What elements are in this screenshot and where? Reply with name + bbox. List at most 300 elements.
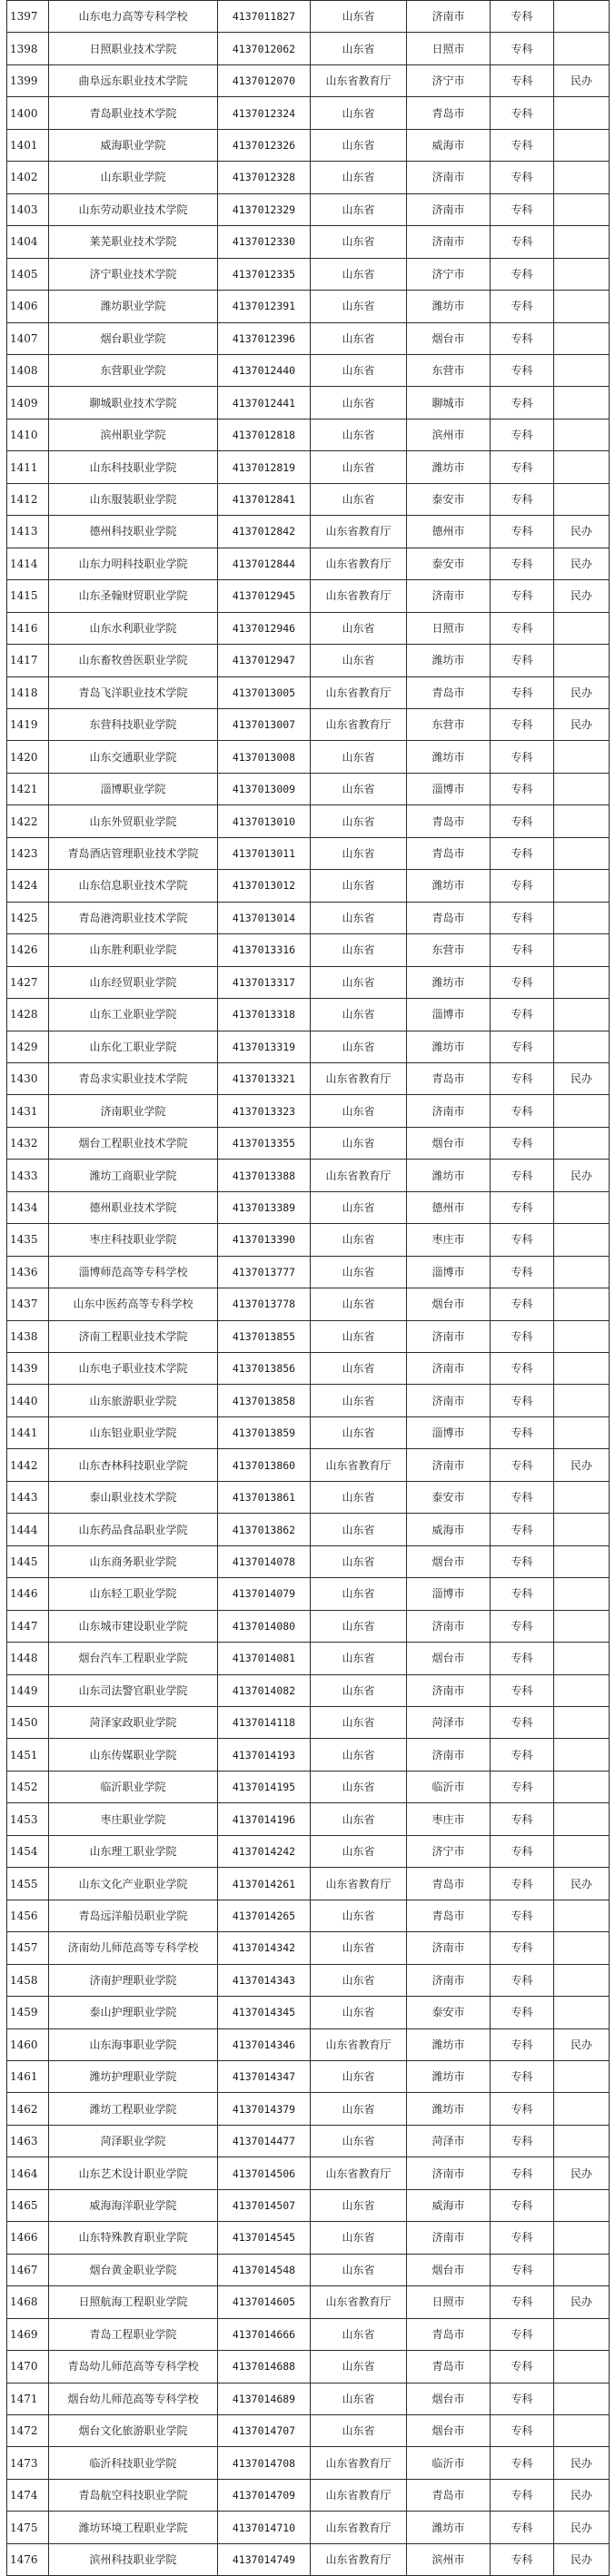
institution-name-cell: 山东司法警官职业学院 [49,1674,218,1706]
authority-cell: 山东省教育厅 [311,2157,407,2189]
institution-code-cell: 4137012330 [218,226,311,258]
level-cell: 专科 [491,837,554,869]
note-cell [554,129,610,161]
level-cell: 专科 [491,1964,554,1996]
institution-name-cell: 泰山护理职业学院 [49,1997,218,2028]
level-cell: 专科 [491,2254,554,2285]
institution-name-cell: 山东畜牧兽医职业学院 [49,645,218,676]
authority-cell: 山东省 [311,645,407,676]
city-cell: 济南市 [407,1320,491,1352]
serial-number-cell: 1467 [7,2254,49,2285]
authority-cell: 山东省 [311,1997,407,2028]
city-cell: 青岛市 [407,1868,491,1900]
serial-number-cell: 1450 [7,1707,49,1739]
level-cell: 专科 [491,193,554,225]
table-row [7,773,610,804]
table-row [7,1868,610,1900]
authority-cell: 山东省 [311,2383,407,2414]
table-row [7,129,610,161]
institution-code-cell: 4137014343 [218,1964,311,1996]
table-row [7,1932,610,1964]
note-cell [554,1643,610,1674]
note-cell [554,870,610,902]
institution-code-cell: 4137014666 [218,2318,311,2350]
institution-code-cell: 4137014195 [218,1771,311,1802]
level-cell: 专科 [491,1416,554,1448]
note-cell [554,419,610,450]
institution-name-cell: 济南护理职业学院 [49,1964,218,1996]
institution-code-cell: 4137014707 [218,2414,311,2446]
institution-code-cell: 4137012391 [218,291,311,322]
table-row [7,1643,610,1674]
level-cell: 专科 [491,1545,554,1577]
city-cell: 济宁市 [407,64,491,96]
serial-number-cell: 1451 [7,1739,49,1771]
serial-number-cell: 1454 [7,1835,49,1867]
institution-name-cell: 威海海洋职业学院 [49,2189,218,2221]
city-cell: 烟台市 [407,1545,491,1577]
authority-cell: 山东省教育厅 [311,708,407,740]
institution-code-cell: 4137013319 [218,1031,311,1062]
level-cell: 专科 [491,1095,554,1127]
city-cell: 青岛市 [407,902,491,933]
authority-cell: 山东省 [311,451,407,483]
authority-cell: 山东省 [311,226,407,258]
level-cell: 专科 [491,2157,554,2189]
institution-name-cell: 济南幼儿师范高等专科学校 [49,1932,218,1964]
note-cell [554,1545,610,1577]
authority-cell: 山东省 [311,354,407,386]
authority-cell: 山东省教育厅 [311,2479,407,2511]
level-cell: 专科 [491,773,554,804]
table-row [7,966,610,998]
note-cell [554,1,610,33]
institution-name-cell: 济宁职业技术学院 [49,258,218,290]
note-cell [554,1416,610,1448]
note-cell [554,2351,610,2383]
institution-code-cell: 4137014081 [218,1643,311,1674]
city-cell: 泰安市 [407,548,491,579]
note-cell [554,1771,610,1802]
institution-code-cell: 4137013861 [218,1481,311,1513]
institution-name-cell: 烟台职业学院 [49,322,218,354]
authority-cell: 山东省 [311,1031,407,1062]
institution-name-cell: 山东职业学院 [49,162,218,193]
table-row [7,1771,610,1802]
serial-number-cell: 1462 [7,2093,49,2125]
institution-name-cell: 烟台文化旅游职业学院 [49,2414,218,2446]
level-cell: 专科 [491,354,554,386]
city-cell: 济南市 [407,580,491,612]
authority-cell: 山东省 [311,741,407,773]
table-row [7,2254,610,2285]
table-row [7,1191,610,1223]
serial-number-cell: 1457 [7,1932,49,1964]
city-cell: 潍坊市 [407,2093,491,2125]
city-cell: 青岛市 [407,837,491,869]
table-row [7,837,610,869]
authority-cell: 山东省 [311,1416,407,1448]
institution-code-cell: 4137012844 [218,548,311,579]
authority-cell: 山东省 [311,1481,407,1513]
serial-number-cell: 1405 [7,258,49,290]
institution-code-cell: 4137014545 [218,2222,311,2254]
city-cell: 烟台市 [407,1127,491,1159]
institution-code-cell: 4137014688 [218,2351,311,2383]
institution-code-cell: 4137014080 [218,1610,311,1642]
institution-name-cell: 山东杏林科技职业学院 [49,1449,218,1481]
level-cell: 专科 [491,451,554,483]
city-cell: 潍坊市 [407,291,491,322]
serial-number-cell: 1460 [7,2028,49,2060]
level-cell: 专科 [491,1932,554,1964]
city-cell: 潍坊市 [407,1160,491,1191]
city-cell: 烟台市 [407,1643,491,1674]
serial-number-cell: 1429 [7,1031,49,1062]
serial-number-cell: 1431 [7,1095,49,1127]
table-row [7,2093,610,2125]
level-cell: 专科 [491,2061,554,2093]
table-row [7,902,610,933]
authority-cell: 山东省 [311,773,407,804]
table-row [7,1707,610,1739]
level-cell: 专科 [491,387,554,419]
level-cell: 专科 [491,999,554,1031]
note-cell [554,1353,610,1385]
serial-number-cell: 1410 [7,419,49,450]
city-cell: 威海市 [407,129,491,161]
note-cell [554,1932,610,1964]
level-cell: 专科 [491,1835,554,1867]
city-cell: 淄博市 [407,1256,491,1288]
institution-name-cell: 山东水利职业学院 [49,612,218,644]
city-cell: 枣庄市 [407,1224,491,1256]
note-cell [554,483,610,515]
serial-number-cell: 1461 [7,2061,49,2093]
institution-code-cell: 4137012440 [218,354,311,386]
table-row [7,805,610,837]
table-row [7,934,610,966]
level-cell: 专科 [491,2351,554,2383]
city-cell: 淄博市 [407,999,491,1031]
institution-code-cell: 4137012819 [218,451,311,483]
institution-name-cell: 青岛飞洋职业技术学院 [49,676,218,708]
city-cell: 烟台市 [407,322,491,354]
authority-cell: 山东省教育厅 [311,2543,407,2575]
authority-cell: 山东省 [311,97,407,129]
institution-name-cell: 日照航海工程职业学院 [49,2286,218,2318]
table-row [7,451,610,483]
institution-name-cell: 烟台汽车工程职业学院 [49,1643,218,1674]
authority-cell: 山东省 [311,2093,407,2125]
table-row [7,2028,610,2060]
authority-cell: 山东省 [311,1610,407,1642]
note-cell [554,1031,610,1062]
table-row [7,2383,610,2414]
city-cell: 济南市 [407,1449,491,1481]
note-cell [554,1997,610,2028]
table-row [7,1353,610,1385]
level-cell: 专科 [491,1514,554,1545]
institution-code-cell: 4137012841 [218,483,311,515]
serial-number-cell: 1470 [7,2351,49,2383]
table-row [7,1997,610,2028]
authority-cell: 山东省 [311,193,407,225]
institution-name-cell: 潍坊环境工程职业学院 [49,2512,218,2543]
institution-name-cell: 烟台幼儿师范高等专科学校 [49,2383,218,2414]
table-row [7,1835,610,1867]
city-cell: 青岛市 [407,2479,491,2511]
institution-code-cell: 4137013355 [218,1127,311,1159]
institution-name-cell: 山东化工职业学院 [49,1031,218,1062]
serial-number-cell: 1466 [7,2222,49,2254]
city-cell: 枣庄市 [407,1803,491,1835]
institution-code-cell: 4137012396 [218,322,311,354]
city-cell: 烟台市 [407,2254,491,2285]
institution-code-cell: 4137014118 [218,1707,311,1739]
note-cell [554,451,610,483]
level-cell: 专科 [491,612,554,644]
note-cell [554,612,610,644]
serial-number-cell: 1406 [7,291,49,322]
table-row [7,580,610,612]
institution-code-cell: 4137013389 [218,1191,311,1223]
table-row [7,548,610,579]
institution-code-cell: 4137014548 [218,2254,311,2285]
serial-number-cell: 1440 [7,1385,49,1416]
note-cell [554,934,610,966]
city-cell: 滨州市 [407,419,491,450]
city-cell: 济南市 [407,1353,491,1385]
table-row [7,676,610,708]
authority-cell: 山东省 [311,999,407,1031]
authority-cell: 山东省教育厅 [311,2447,407,2479]
institution-name-cell: 滨州职业学院 [49,419,218,450]
note-cell [554,2254,610,2285]
table-row [7,387,610,419]
institution-code-cell: 4137013860 [218,1449,311,1481]
city-cell: 济南市 [407,1739,491,1771]
institution-code-cell: 4137012070 [218,64,311,96]
authority-cell: 山东省 [311,1803,407,1835]
serial-number-cell: 1413 [7,516,49,548]
level-cell: 专科 [491,258,554,290]
serial-number-cell: 1471 [7,2383,49,2414]
institution-name-cell: 山东服装职业学院 [49,483,218,515]
authority-cell: 山东省教育厅 [311,2286,407,2318]
institution-name-cell: 聊城职业技术学院 [49,387,218,419]
institution-name-cell: 山东城市建设职业学院 [49,1610,218,1642]
level-cell: 专科 [491,645,554,676]
institution-name-cell: 烟台工程职业技术学院 [49,1127,218,1159]
table-row [7,193,610,225]
city-cell: 威海市 [407,2189,491,2221]
institution-name-cell: 滨州科技职业学院 [49,2543,218,2575]
level-cell: 专科 [491,1900,554,1931]
institution-name-cell: 枣庄职业学院 [49,1803,218,1835]
note-cell [554,2093,610,2125]
institution-name-cell: 潍坊护理职业学院 [49,2061,218,2093]
authority-cell: 山东省 [311,1320,407,1352]
authority-cell: 山东省 [311,291,407,322]
note-cell [554,1127,610,1159]
authority-cell: 山东省教育厅 [311,516,407,548]
institution-code-cell: 4137013862 [218,1514,311,1545]
serial-number-cell: 1408 [7,354,49,386]
city-cell: 潍坊市 [407,1031,491,1062]
authority-cell: 山东省教育厅 [311,2512,407,2543]
authority-cell: 山东省 [311,2061,407,2093]
level-cell: 专科 [491,2125,554,2157]
institution-name-cell: 山东信息职业技术学院 [49,870,218,902]
institution-name-cell: 山东科技职业学院 [49,451,218,483]
table-row [7,162,610,193]
institution-code-cell: 4137012842 [218,516,311,548]
institution-name-cell: 潍坊职业学院 [49,291,218,322]
table-row [7,1,610,33]
institution-name-cell: 德州职业技术学院 [49,1191,218,1223]
institution-code-cell: 4137014710 [218,2512,311,2543]
authority-cell: 山东省 [311,966,407,998]
institution-code-cell: 4137013856 [218,1353,311,1385]
note-cell [554,999,610,1031]
authority-cell: 山东省 [311,2351,407,2383]
authority-cell: 山东省 [311,1256,407,1288]
serial-number-cell: 1475 [7,2512,49,2543]
note-cell [554,1481,610,1513]
note-cell [554,1385,610,1416]
table-row [7,708,610,740]
level-cell: 专科 [491,870,554,902]
institution-code-cell: 4137013855 [218,1320,311,1352]
institution-name-cell: 德州科技职业学院 [49,516,218,548]
serial-number-cell: 1472 [7,2414,49,2446]
note-cell [554,1835,610,1867]
table-row [7,2157,610,2189]
note-cell [554,1739,610,1771]
authority-cell: 山东省 [311,1932,407,1964]
city-cell: 济南市 [407,1610,491,1642]
note-cell [554,902,610,933]
note-cell [554,2222,610,2254]
level-cell: 专科 [491,322,554,354]
institution-code-cell: 4137014689 [218,2383,311,2414]
note-cell: 民办 [554,2543,610,2575]
city-cell: 潍坊市 [407,2028,491,2060]
note-cell [554,837,610,869]
level-cell: 专科 [491,1481,554,1513]
serial-number-cell: 1464 [7,2157,49,2189]
serial-number-cell: 1456 [7,1900,49,1931]
note-cell: 民办 [554,1062,610,1094]
note-cell: 民办 [554,1868,610,1900]
level-cell: 专科 [491,1449,554,1481]
table-row [7,1514,610,1545]
authority-cell: 山东省 [311,1127,407,1159]
serial-number-cell: 1438 [7,1320,49,1352]
institution-code-cell: 4137013777 [218,1256,311,1288]
institution-code-cell: 4137013005 [218,676,311,708]
institution-code-cell: 4137014507 [218,2189,311,2221]
note-cell [554,162,610,193]
institution-name-cell: 青岛工程职业学院 [49,2318,218,2350]
institution-name-cell: 菏泽职业学院 [49,2125,218,2157]
city-cell: 济南市 [407,193,491,225]
table-row [7,1062,610,1094]
city-cell: 青岛市 [407,1062,491,1094]
institution-name-cell: 曲阜远东职业技术学院 [49,64,218,96]
institution-name-cell: 青岛幼儿师范高等专科学校 [49,2351,218,2383]
note-cell [554,322,610,354]
authority-cell: 山东省 [311,1353,407,1385]
institution-name-cell: 青岛港湾职业技术学院 [49,902,218,933]
institution-code-cell: 4137012818 [218,419,311,450]
level-cell: 专科 [491,129,554,161]
table-row [7,1320,610,1352]
note-cell [554,1095,610,1127]
note-cell: 民办 [554,2286,610,2318]
institution-code-cell: 4137012947 [218,645,311,676]
institution-name-cell: 山东轻工职业学院 [49,1578,218,1610]
city-cell: 临沂市 [407,2447,491,2479]
serial-number-cell: 1442 [7,1449,49,1481]
institution-code-cell: 4137014708 [218,2447,311,2479]
note-cell [554,2125,610,2157]
institution-name-cell: 山东胜利职业学院 [49,934,218,966]
serial-number-cell: 1407 [7,322,49,354]
level-cell: 专科 [491,2189,554,2221]
note-cell [554,1803,610,1835]
table-row [7,2414,610,2446]
institution-name-cell: 烟台黄金职业学院 [49,2254,218,2285]
institution-name-cell: 青岛航空科技职业学院 [49,2479,218,2511]
level-cell: 专科 [491,708,554,740]
authority-cell: 山东省 [311,1771,407,1802]
note-cell: 民办 [554,2479,610,2511]
authority-cell: 山东省 [311,322,407,354]
level-cell: 专科 [491,1674,554,1706]
note-cell [554,1191,610,1223]
institution-code-cell: 4137013323 [218,1095,311,1127]
institution-code-cell: 4137013859 [218,1416,311,1448]
note-cell: 民办 [554,2157,610,2189]
level-cell: 专科 [491,2318,554,2350]
serial-number-cell: 1453 [7,1803,49,1835]
level-cell: 专科 [491,676,554,708]
note-cell [554,33,610,64]
table-row [7,2479,610,2511]
level-cell: 专科 [491,1610,554,1642]
city-cell: 潍坊市 [407,870,491,902]
institution-name-cell: 山东铝业职业学院 [49,1416,218,1448]
table-row [7,1739,610,1771]
institution-code-cell: 4137014477 [218,2125,311,2157]
level-cell: 专科 [491,1739,554,1771]
table-row [7,2543,610,2575]
note-cell [554,1674,610,1706]
authority-cell: 山东省教育厅 [311,64,407,96]
serial-number-cell: 1402 [7,162,49,193]
note-cell [554,2318,610,2350]
note-cell: 民办 [554,548,610,579]
level-cell: 专科 [491,1707,554,1739]
city-cell: 聊城市 [407,387,491,419]
institution-code-cell: 4137014749 [218,2543,311,2575]
note-cell [554,387,610,419]
table-row [7,1610,610,1642]
city-cell: 济南市 [407,2157,491,2189]
note-cell [554,193,610,225]
